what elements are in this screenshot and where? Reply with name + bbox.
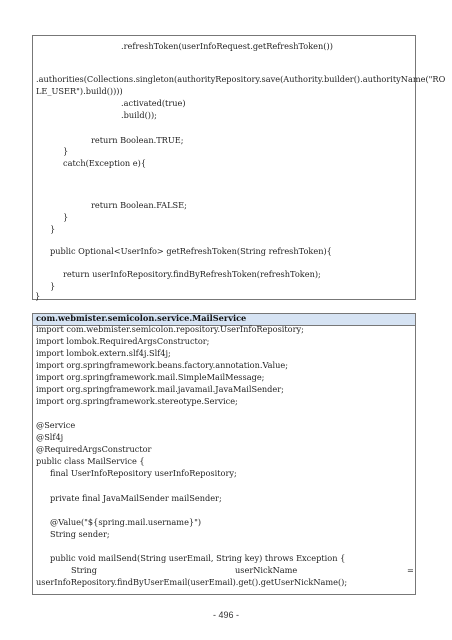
code-line: userInfoRepository.findByUserEmail(userEmail).get().getUserNickName(); [36, 577, 348, 587]
code-line: } [63, 212, 69, 222]
code-block-1 [32, 35, 446, 301]
code-line: } [50, 281, 56, 291]
code-line: @Service [36, 420, 76, 430]
code-line: String [71, 565, 97, 575]
code-line: = [407, 565, 414, 575]
code-line: final UserInfoRepository userInfoRepository; [50, 468, 237, 478]
code-line: .activated(true) [121, 98, 186, 108]
code-line: public void mailSend(String userEmail, String key) throws Exception { [50, 553, 346, 563]
code-line: @Value("${spring.mail.username}") [50, 517, 202, 527]
code-line: import lombok.RequiredArgsConstructor; [36, 336, 210, 346]
code-line: return userInfoRepository.findByRefreshToken(refreshToken); [63, 269, 321, 279]
code-line: catch(Exception e){ [63, 158, 147, 168]
code-line: .refreshToken(userInfoRequest.getRefreshToken()) [121, 41, 333, 51]
code-line: return Boolean.FALSE; [91, 200, 187, 210]
code-line: LE_USER").build()))) [36, 86, 123, 96]
code-line: public class MailService { [36, 456, 145, 466]
code-line: } [63, 146, 69, 156]
code-line: .authorities(Collections.singleton(authorityRepository.save(Authority.builder().authorityName("RO [36, 74, 446, 84]
code-line: String sender; [50, 529, 110, 539]
code-line: public Optional<UserInfo> getRefreshToken(String refreshToken){ [50, 246, 332, 256]
code-line: import org.springframework.mail.javamail.JavaMailSender; [36, 384, 284, 394]
code-line: @Slf4j [36, 432, 64, 442]
code-line: import lombok.extern.slf4j.Slf4j; [36, 348, 171, 358]
code-line: @RequiredArgsConstructor [36, 444, 152, 454]
code-line: } [50, 224, 56, 234]
code-line: userNickName [235, 565, 298, 575]
code-line: import com.webmister.semicolon.repository.UserInfoRepository; [36, 324, 304, 334]
code-line: private final JavaMailSender mailSender; [50, 493, 222, 503]
code-line: .build()); [121, 110, 157, 120]
code-line: } [35, 291, 41, 301]
class-path-header: com.webmister.semicolon.service.MailService [36, 313, 247, 323]
code-line: return Boolean.TRUE; [91, 135, 184, 145]
code-line: import org.springframework.mail.SimpleMailMessage; [36, 372, 265, 382]
code-line: import org.springframework.stereotype.Service; [36, 396, 238, 406]
code-block-2 [32, 313, 416, 595]
page-number: - 496 - [212, 610, 239, 620]
code-line: import org.springframework.beans.factory.annotation.Value; [36, 360, 288, 370]
